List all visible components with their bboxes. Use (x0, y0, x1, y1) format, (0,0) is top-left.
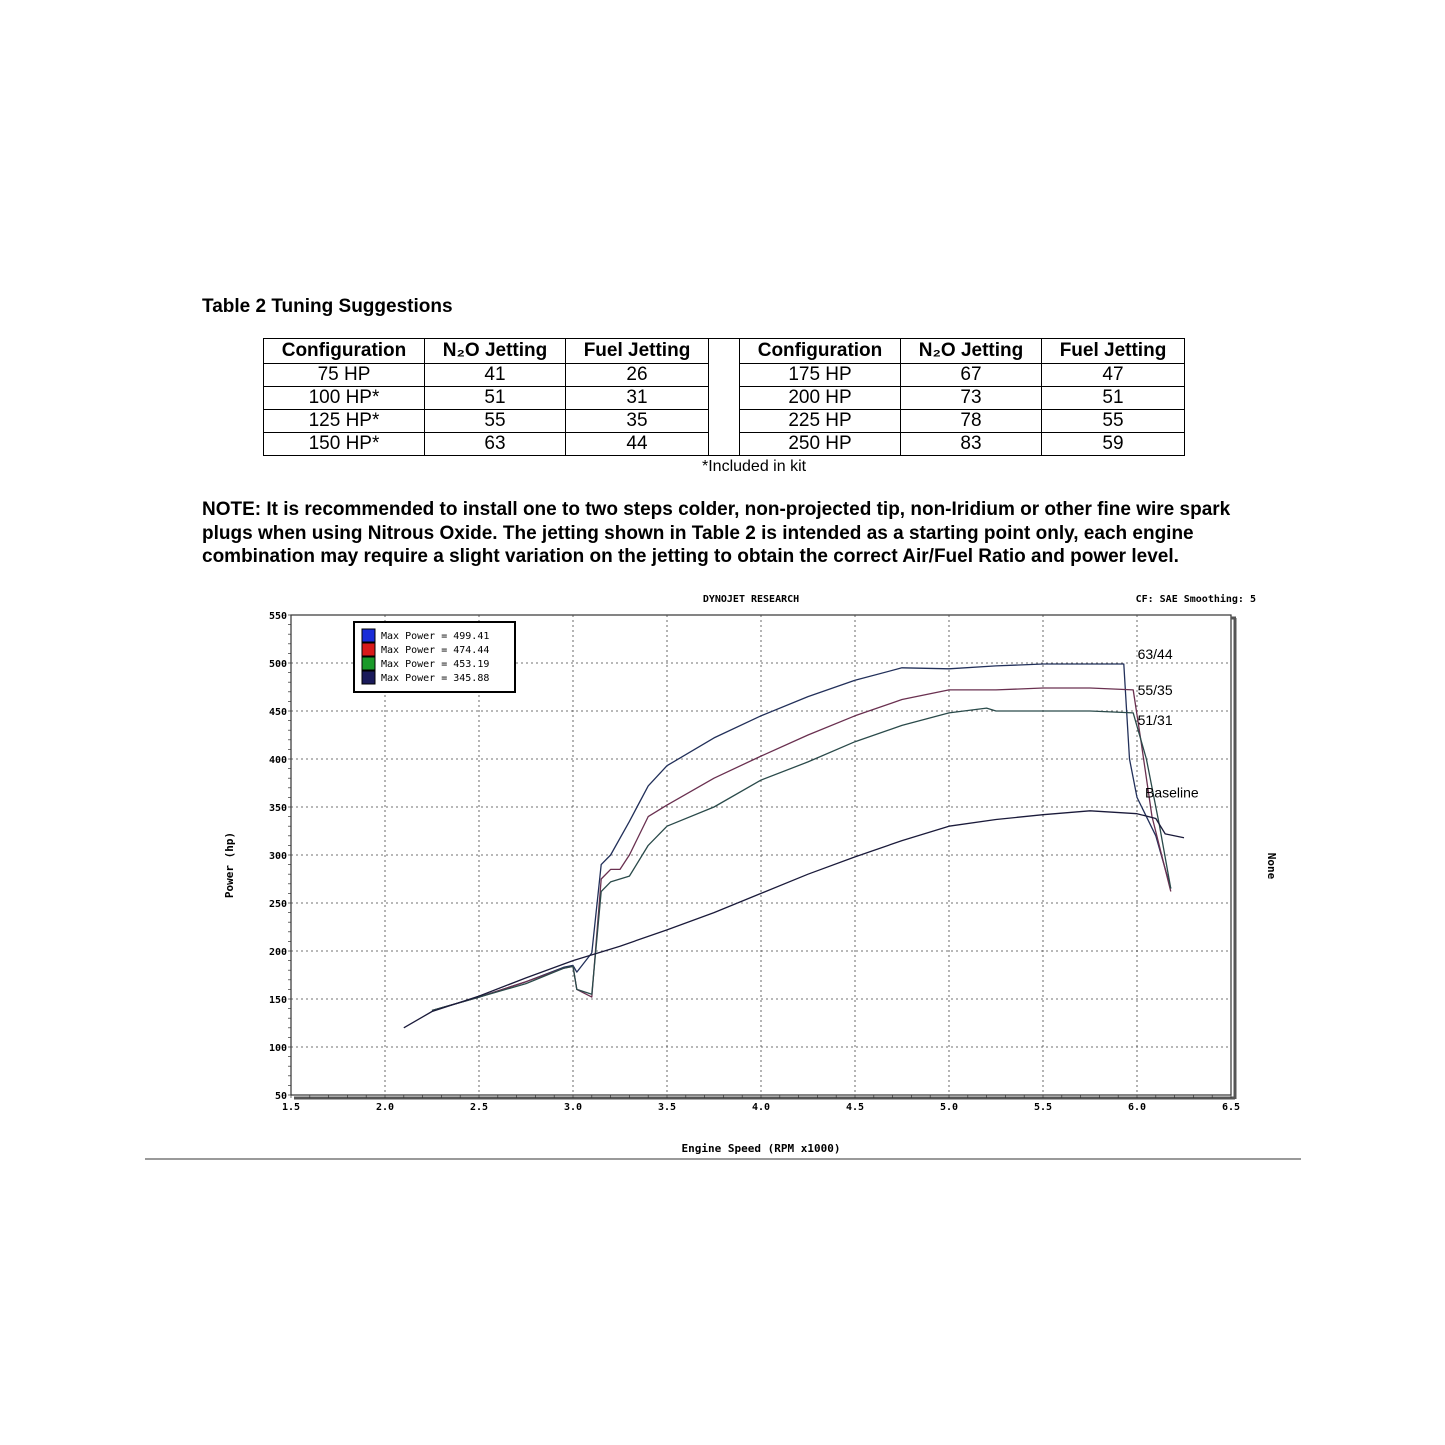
x-tick-label: 6.0 (1127, 1102, 1147, 1113)
table-cell: 47 (1042, 364, 1185, 387)
y-tick-label: 400 (268, 755, 287, 766)
table-cell: 78 (901, 410, 1042, 433)
header-n2o-right: N₂O Jetting (901, 339, 1042, 364)
y-tick-label: 150 (268, 995, 287, 1006)
table-cell: 31 (566, 387, 709, 410)
x-tick-label: 2.5 (469, 1102, 489, 1113)
table-cell: 83 (901, 433, 1042, 456)
y-tick-label: 350 (268, 803, 287, 814)
y-tick-label: 300 (268, 851, 287, 862)
table-cell: 63 (425, 433, 566, 456)
y-tick-label: 500 (268, 659, 287, 670)
series-label: 63/44 (1137, 645, 1173, 662)
table-cell: 67 (901, 364, 1042, 387)
note-paragraph: NOTE: It is recommended to install one to two steps colder, non-projected tip, non-Iridium or other fine wire spark plugs when using Nitrous Oxide. The jetting shown in Table 2 is intended as a starting point only, each engine combination may require a slight variation on the jetting to obtain the correct Air/Fuel Ratio and power level. (202, 499, 1231, 567)
table-cell: 51 (425, 387, 566, 410)
table-cell: 200 HP (740, 387, 901, 410)
table-cell: 100 HP* (264, 387, 425, 410)
legend-text: Max Power = 499.41 (381, 631, 490, 642)
y-tick-label: 550 (268, 611, 287, 622)
header-fuel-right: Fuel Jetting (1042, 339, 1185, 364)
table-cell: 44 (566, 433, 709, 456)
series-label: 51/31 (1137, 712, 1173, 728)
table-cell: 225 HP (740, 410, 901, 433)
table-cell: 250 HP (740, 433, 901, 456)
legend-swatch (362, 657, 375, 670)
chart-header-center: DYNOJET RESEARCH (702, 594, 800, 605)
series-label: 55/35 (1137, 681, 1173, 698)
legend-swatch (362, 671, 375, 684)
legend-text: Max Power = 474.44 (381, 645, 490, 656)
table-cell: 59 (1042, 433, 1185, 456)
table-cell: 125 HP* (264, 410, 425, 433)
legend-swatch (362, 643, 375, 656)
x-tick-label: 3.5 (657, 1102, 677, 1113)
y-tick-label: 450 (268, 707, 287, 718)
y-axis-ticks (269, 611, 291, 1102)
x-tick-label: 1.5 (281, 1102, 301, 1113)
x-tick-label: 3.0 (563, 1102, 583, 1113)
x-tick-label: 6.5 (1221, 1102, 1241, 1113)
table-footnote: *Included in kit (702, 458, 807, 475)
x-tick-label: 5.5 (1033, 1102, 1053, 1113)
legend-text: Max Power = 345.88 (381, 673, 490, 684)
header-configuration-left: Configuration (264, 339, 425, 364)
y-axis-label: Power (hp) (223, 831, 236, 899)
header-n2o-left: N₂O Jetting (425, 339, 566, 364)
table-cell: 75 HP (264, 364, 425, 387)
y-tick-label: 100 (268, 1043, 287, 1054)
y-tick-label: 250 (268, 899, 287, 910)
table-cell: 73 (901, 387, 1042, 410)
series-label: Baseline (1145, 784, 1199, 801)
table-cell: 41 (425, 364, 566, 387)
table-cell: 51 (1042, 387, 1185, 410)
x-tick-label: 4.0 (751, 1102, 771, 1113)
table-cell: 26 (566, 364, 709, 387)
right-side-label: None (1265, 852, 1278, 880)
x-axis-label: Engine Speed (RPM x1000) (681, 1142, 841, 1155)
table-cell: 35 (566, 410, 709, 433)
legend-text: Max Power = 453.19 (381, 659, 490, 670)
header-fuel-left: Fuel Jetting (566, 339, 709, 364)
y-tick-label: 50 (274, 1091, 287, 1102)
legend (354, 622, 515, 692)
table-cell: 175 HP (740, 364, 901, 387)
chart-header-right: CF: SAE Smoothing: 5 (1135, 594, 1256, 605)
table-cell: 55 (425, 410, 566, 433)
y-tick-label: 200 (268, 947, 287, 958)
legend-swatch (362, 629, 375, 642)
page-rule (145, 1158, 1301, 1160)
x-tick-label: 5.0 (939, 1102, 959, 1113)
table-cell: 150 HP* (264, 433, 425, 456)
x-tick-label: 4.5 (845, 1102, 865, 1113)
x-tick-label: 2.0 (375, 1102, 395, 1113)
table-title: Table 2 Tuning Suggestions (202, 296, 453, 317)
table-cell: 55 (1042, 410, 1185, 433)
header-configuration-right: Configuration (740, 339, 901, 364)
